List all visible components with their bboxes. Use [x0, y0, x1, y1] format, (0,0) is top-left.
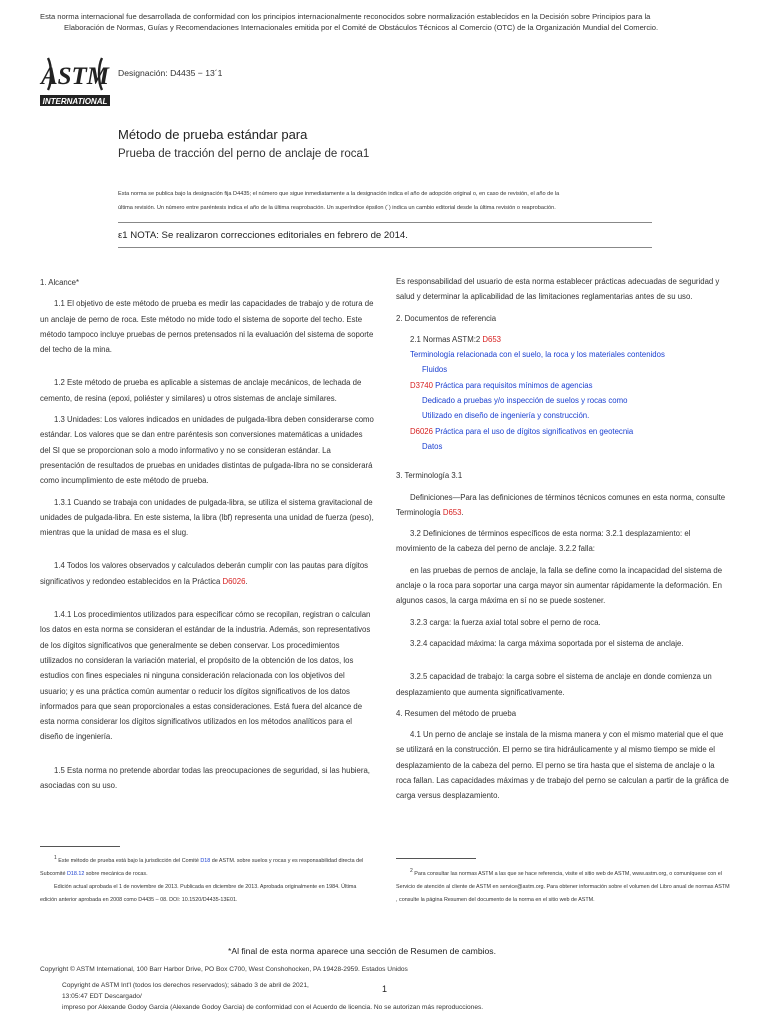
link-d18[interactable]: D18	[200, 857, 211, 864]
paragraph-3-2: 3.2 Definiciones de términos específicos de esta norma: 3.2.1 desplazamiento: el movimiento de la cabeza del perno de anclaje. 3.2.2 falla:	[396, 529, 691, 554]
responsibility-paragraph: Es responsabilidad del usuario de esta norma establecer prácticas adecuadas de seguridad y salud y determinar la aplicabilidad de las limitaciones reglamentarias antes de su uso.	[396, 277, 720, 302]
reference-d3740-cont-2: Utilizado en diseño de ingeniería y construcción.	[422, 411, 590, 421]
page-number: 1	[382, 984, 388, 994]
paragraph-4-1: 4.1 Un perno de anclaje se instala de la misma manera y con el mismo material que el que se utilizará en la construcción. El perno se tira hidráulicamente y al mismo tiempo se mide el desplazamiento de la cabeza del perno. El perno se tira hasta que el sistema de anclaje o la roca fallan. Las capacidades máximas y de trabajo del perno se calculan a partir de la gráfica de carga versus desplazamiento.	[396, 730, 729, 801]
paragraph-1-5: 1.5 Esta norma no pretende abordar todas las preocupaciones de seguridad, si las hubiera, asociadas con su uso.	[40, 765, 370, 791]
footnote-1-edition: Edición actual aprobada el 1 de noviembre de 2013. Publicada en diciembre de 2013. Aprobada originalmente en 1984. Última edición anterior aprobada en 2008 como D4435 – 08. DOI: 10.1520/D4435-13E01.	[40, 883, 357, 903]
paragraph-1-4: 1.4 Todos los valores observados y calculados deberán cumplir con las pautas para dígitos significativos y redondeo establecidos en la Práctica D6026.	[40, 561, 369, 586]
link-d6026[interactable]: D6026	[222, 576, 246, 586]
summary-of-changes-note: *Al final de esta norma aparece una sección de Resumen de cambios.	[228, 946, 496, 956]
paragraph-3-1: Definiciones—Para las definiciones de términos técnicos comunes en esta norma, consulte Terminología D653.	[396, 492, 726, 517]
reference-d653-title[interactable]: Terminología relacionada con el suelo, la roca y los materiales contenidos	[410, 350, 665, 360]
divider-bottom	[118, 247, 652, 248]
section-3-heading: 3. Terminología 3.1	[396, 471, 463, 481]
paragraph-1-3: 1.3 Unidades: Los valores indicados en unidades de pulgada-libra deben considerarse como estándar. Los valores que se dan entre paréntesis son conversiones matemáticas a unidades del SI que se proporcionan solo a modo informativo y no se consideran estándar. La presentación de resultados de pruebas en unidades distintas de pulgada-libra no se considerará como incumplimiento de este método de prueba.	[40, 415, 374, 486]
footnote-2-rule	[396, 858, 476, 859]
link-d18-12[interactable]: D18.12	[66, 870, 85, 877]
astm-international-logo	[38, 52, 112, 108]
copyright-line: Copyright © ASTM International, 100 Barr Harbor Drive, PO Box C700, West Conshohocken, PA 19428-2959. Estados Unidos	[40, 966, 408, 973]
paragraph-1-1: 1.1 El objetivo de este método de prueba es medir las capacidades de trabajo y de rotura de un anclaje de perno de roca. Este método no mide todo el sistema de soporte del techo. Este método tampoco incluye pruebas de pernos pretensados ni la evaluación del sistema de soporte del techo de la mina.	[40, 299, 374, 355]
page-subtitle: Prueba de tracción del perno de anclaje de roca1	[118, 148, 370, 160]
right-column	[396, 274, 730, 804]
license-notice: Copyright de ASTM Int'l (todos los derechos reservados); sábado 3 de abril de 2021, 13:05:47 EDT Descargado/ impreso por Alexande Godoy Garcia (Alexande Godoy Garcia) de conformidad con el Acuerdo de licencia. No se autorizan más reproducciones.	[62, 982, 484, 1011]
paragraph-3-2-4: 3.2.4 capacidad máxima: la carga máxima soportada por el sistema de anclaje.	[410, 638, 684, 648]
section-2-heading: 2. Documentos de referencia	[396, 313, 497, 323]
svg-text:ASTM: ASTM	[40, 63, 110, 90]
reference-d3740: D3740 Práctica para requisitos mínimos de agencias	[410, 380, 593, 390]
link-d3740[interactable]: D3740	[410, 380, 433, 390]
section-1-heading: 1. Alcance*	[40, 278, 80, 287]
reference-d6026: D6026 Práctica para el uso de dígitos significativos en geotecnia	[410, 426, 634, 436]
reference-d653-cont: Fluidos	[422, 365, 448, 375]
reference-d653	[396, 347, 730, 362]
footnote-1-rule	[40, 846, 120, 847]
reference-d3740-cont-1: Dedicado a pruebas y/o inspección de suelos y rocas como	[422, 396, 628, 406]
paragraph-1-4-1: 1.4.1 Los procedimientos utilizados para especificar cómo se recopilan, registran o calculan los datos en esta norma se consideran el estándar de la industria. Además, son representativos de los dígitos significativos que generalmente se deben conservar. Los procedimientos utilizados no consideran la variación material, el propósito de la obtención de los datos, los estudios con fines especiales ni ninguna consideración relacionada con los objetivos del usuario; y es una práctica común aumentar o reducir los dígitos significativos de los datos informados para que sean proporcionales a estas consideraciones. Está fuera del alcance de esta norma considerar los dígitos significativos utilizados en los métodos analíticos para el diseño de ingeniería.	[40, 610, 371, 742]
notice-line-2: Elaboración de Normas, Guías y Recomendaciones Internacionales emitida por el Comité de Obstáculos Técnicos al Comercio (OTC) de la Organización Mundial del Comercio.	[64, 23, 659, 32]
reference-d6026-cont: Datos	[422, 441, 443, 451]
paragraph-3-2-5: 3.2.5 capacidad de trabajo: la carga sobre el sistema de anclaje en donde comienza un desplazamiento que aumenta significativamente.	[396, 672, 712, 697]
intl-standard-notice	[40, 11, 740, 33]
designation: Designación: D4435 − 13´1	[118, 68, 223, 78]
preface-line-1: Esta norma se publica bajo la designación fija D4435; el número que sigue inmediatamente a la designación indica el año de adopción original o, en caso de revisión, el año de la	[118, 191, 560, 197]
link-d653[interactable]: D653	[482, 334, 502, 344]
notice-line-1: Esta norma internacional fue desarrollada de conformidad con los principios internacionalmente reconocidos sobre normalización establecidos en la Decisión sobre Principios para la	[40, 12, 651, 21]
paragraph-1-3-1: 1.3.1 Cuando se trabaja con unidades de pulgada-libra, se utiliza el sistema gravitacional de unidades de pulgada-libra. En este sistema, la libra (lbf) representa una unidad de fuerza (peso), mientras que la unidad de masa es el slug.	[40, 497, 374, 538]
left-column	[40, 275, 374, 793]
paragraph-1-2: 1.2 Este método de prueba es aplicable a sistemas de anclaje mecánicos, de lechada de cemento, de resina (epoxi, poliéster y similares) u otros sistemas de anclaje similares.	[40, 378, 362, 403]
editorial-note: ε1 NOTA: Se realizaron correcciones editoriales en febrero de 2014.	[118, 230, 408, 241]
section-4-heading: 4. Resumen del método de prueba	[396, 708, 517, 718]
paragraph-2-1: 2.1 Normas ASTM:2 D653	[410, 334, 502, 344]
preface-line-2: última revisión. Un número entre paréntesis indica el año de la última reaprobación. Un superíndice épsilon (´) indica un cambio editorial desde la última revisión o reaprobación.	[118, 205, 556, 211]
footnote-1: $^1$ Este método de prueba está bajo la jurisdicción del Comité D18 de ASTM. sobre suelos y rocas y es responsabilidad directa del Subcomité D18.12 sobre mecánica de rocas. Edición actual aprobada el 1 de noviembre de 2013. Publicada en diciembre de 2013. Aprobada originalmente en 1984. Última edición anterior aprobada en 2008 como D4435 – 08. DOI: 10.1520/D4435-13E01.	[40, 852, 374, 907]
link-d653-term[interactable]: D653	[442, 507, 462, 517]
footnote-2: $^2$ Para consultar las normas ASTM a las que se hace referencia, visite el sitio web de ASTM, www.astm.org, o comuníquese con el Servicio de atención al cliente de ASTM en service@astm.org. Para obtener información sobre el volumen del Libro anual de normas ASTM , consulte la página Resumen del documento de la norma en el sitio web de ASTM.	[396, 868, 730, 903]
link-d6026-ref[interactable]: D6026	[410, 426, 433, 436]
paragraph-3-2-3: 3.2.3 carga: la fuerza axial total sobre el perno de roca.	[410, 617, 601, 627]
divider-top	[118, 222, 652, 223]
svg-text:INTERNATIONAL: INTERNATIONAL	[42, 97, 108, 106]
paragraph-3-2-2: en las pruebas de pernos de anclaje, la falla se define como la incapacidad del sistema de anclaje o la roca para soportar una carga mayor sin aumentar rápidamente la deformación. En algunos casos, la carga máxima en sí no se puede sostener.	[396, 565, 723, 606]
preface-text	[118, 187, 658, 215]
page-title: Método de prueba estándar para	[118, 127, 308, 142]
